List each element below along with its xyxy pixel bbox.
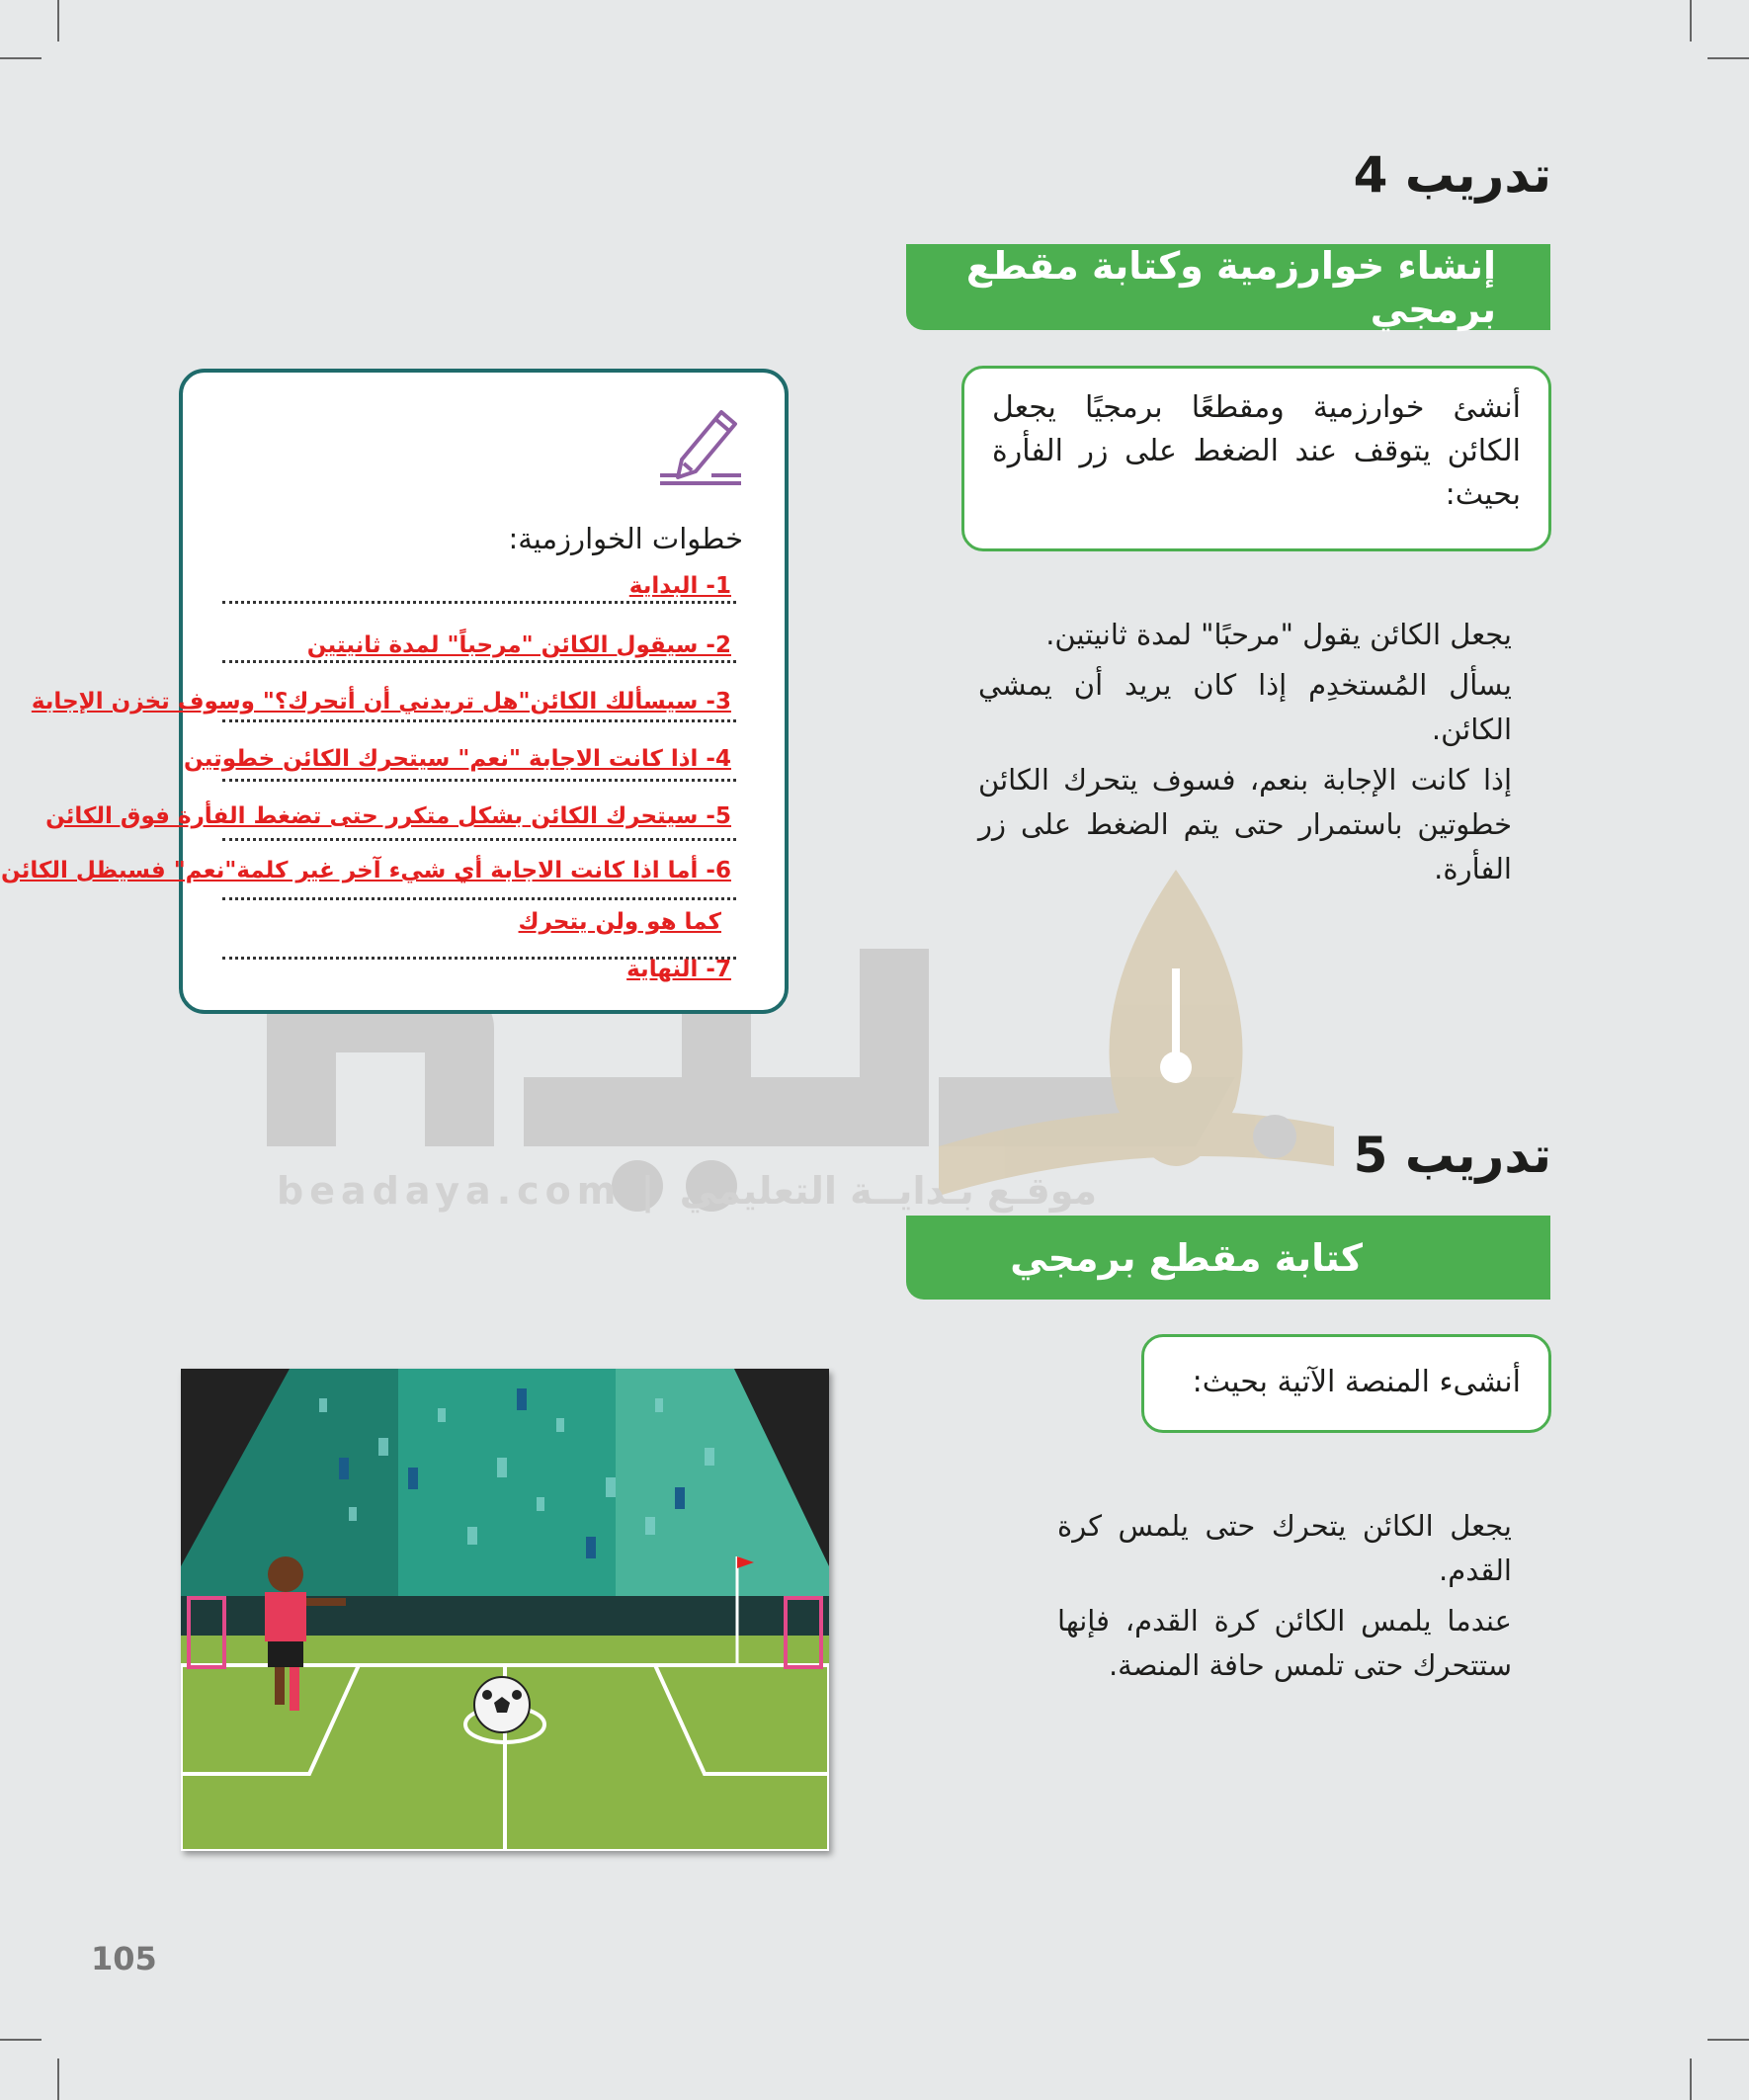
crop-mark (57, 0, 59, 42)
crop-mark (1690, 0, 1692, 42)
algorithm-step: 6- أما اذا كانت الاجابة أي شيء آخر غير كلمة"نعم" فسيظل الكائن (1, 858, 731, 883)
crop-mark (1707, 2039, 1749, 2041)
answer-line (222, 601, 736, 604)
algorithm-title: خطوات الخوارزمية: (508, 522, 743, 555)
answer-line (222, 897, 736, 900)
training5-banner (906, 1216, 1550, 1300)
algorithm-step: 5- سيتحرك الكائن بشكل متكرر حتى تضغط الفأرة فوق الكائن (45, 803, 731, 829)
stadium-image (181, 1369, 829, 1851)
training4-banner (906, 244, 1550, 330)
crop-mark (57, 2058, 59, 2100)
algorithm-step: كما هو ولن يتحرك (518, 909, 721, 935)
answer-line (222, 660, 736, 663)
crop-mark (0, 2039, 42, 2041)
list-item: يجعل الكائن يقول "مرحبًا" لمدة ثانيتين. (1045, 618, 1512, 651)
crop-mark (1707, 57, 1749, 59)
training4-bullets (978, 613, 1512, 897)
crop-mark (0, 57, 42, 59)
list-item: يجعل الكائن يتحرك حتى يلمس كرة القدم. (1057, 1509, 1512, 1587)
list-item: إذا كانت الإجابة بنعم، فسوف يتحرك الكائن خطوتين باستمرار حتى يتم الضغط على زر الفأرة. (978, 763, 1512, 885)
answer-line (222, 719, 736, 722)
training4-task-box (961, 366, 1551, 551)
answer-line (222, 779, 736, 782)
training5-heading: تدريب 5 (1353, 1127, 1551, 1184)
algorithm-step: 7- النهاية (626, 957, 731, 982)
list-item: يسأل المُستخدِم إذا كان يريد أن يمشي الكائن. (978, 668, 1512, 746)
algorithm-step: 4- اذا كانت الاجابة "نعم" سيتحرك الكائن خطوتين (184, 746, 731, 772)
training5-task-text: أنشىء المنصة الآتية بحيث: (1192, 1365, 1521, 1399)
algorithm-step: 3- سيسألك الكائن"هل تريدني أن أتحرك؟" وسوف تخزن الإجابة (31, 689, 731, 714)
training5-bullets (1057, 1504, 1512, 1694)
training5-task-box (1141, 1334, 1551, 1433)
algorithm-step: 1- البداية (628, 573, 731, 599)
training4-task-text: أنشئ خوارزمية ومقطعًا برمجيًا يجعل الكائن يتوقف عند الضغط على زر الفأرة بحيث: (992, 390, 1521, 512)
algorithm-step: 2- سيقول الكائن "مرحباً" لمدة ثانيتين (306, 632, 731, 658)
watermark-site: beadaya.com | موقـع بـدايــة التعليمي (277, 1169, 1098, 1213)
page-number: 105 (91, 1940, 157, 1977)
training4-banner-text: إنشاء خوارزمية وكتابة مقطع برمجي (965, 243, 1496, 331)
stadium-illustration (181, 1369, 829, 1851)
answer-line (222, 838, 736, 841)
training4-heading: تدريب 4 (1353, 146, 1551, 204)
training5-banner-text: كتابة مقطع برمجي (1010, 1235, 1363, 1280)
crop-mark (1690, 2058, 1692, 2100)
pencil-icon (652, 400, 751, 491)
list-item: عندما يلمس الكائن كرة القدم، فإنها ستتحرك حتى تلمس حافة المنصة. (1057, 1604, 1512, 1682)
